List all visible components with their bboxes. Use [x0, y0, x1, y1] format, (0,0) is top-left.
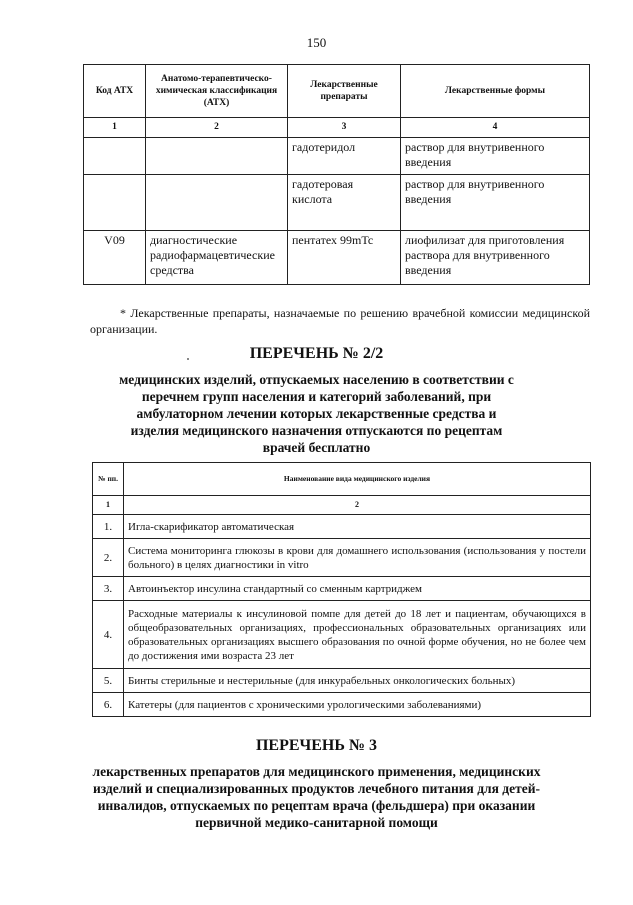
row-number: 5.: [93, 669, 124, 693]
row-number: 2.: [93, 539, 124, 577]
device-name: Игла-скарификатор автоматическая: [124, 515, 591, 539]
table-row: [93, 515, 591, 539]
footnote: * Лекарственные препараты, назначаемые по решению врачебной комиссии медицинской организации.: [90, 306, 590, 336]
atx-class: [146, 175, 288, 231]
drug-form: раствор для внутривенного введения: [401, 138, 590, 175]
col-number: 2: [146, 118, 288, 138]
column-number-row: [84, 118, 590, 138]
row-number: 1.: [93, 515, 124, 539]
col-number: 4: [401, 118, 590, 138]
device-name: Катетеры (для пациентов с хроническими урологическими заболеваниями): [124, 693, 591, 717]
device-name: Бинты стерильные и нестерильные (для инкурабельных онкологических больных): [124, 669, 591, 693]
medical-devices-table: [92, 462, 591, 717]
drug-name: пентатех 99mTc: [288, 231, 401, 285]
drug-name: гадотеровая кислота: [288, 175, 401, 231]
drug-form: лиофилизат для приготовления раствора для внутривенного введения: [401, 231, 590, 285]
atx-class: диагностические радиофармацевтические средства: [146, 231, 288, 285]
list-2-2-subtitle-text: медицинских изделий, отпускаемых населению в соответствии с перечнем групп населения и категорий заболеваний, при амбулаторном лечении которых лекарственные средства и изделия медицинского назначения отпускаются по рецептам врачей бесплатно: [119, 372, 514, 455]
list-2-2-subtitle: [0, 371, 633, 456]
device-name: Автоинъектор инсулина стандартный со сменным картриджем: [124, 577, 591, 601]
col-number: 3: [288, 118, 401, 138]
atx-class: [146, 138, 288, 175]
drug-form: раствор для внутривенного введения: [401, 175, 590, 231]
device-name: Расходные материалы к инсулиновой помпе для детей до 18 лет и пациентам, обучающихся в общеобразовательных организациях, профессиональных образовательных организациях или образовательных организациях высшего образования по очной форме обучения, но не более чем до достижения ими возраста 23 лет: [124, 601, 591, 669]
table-header-row: [93, 463, 591, 496]
table-row: [93, 577, 591, 601]
header-forms: Лекарственные формы: [401, 65, 590, 118]
row-number: 4.: [93, 601, 124, 669]
header-atx-class: Анатомо-терапевтическо-химическая классификация (АТХ): [146, 65, 288, 118]
table-row: [84, 231, 590, 285]
list-3-subtitle: [0, 763, 633, 831]
table-row: [93, 693, 591, 717]
list-3-title: ПЕРЕЧЕНЬ № 3: [255, 737, 378, 754]
list-3-subtitle-text: лекарственных препаратов для медицинского применения, медицинских изделий и специализированных продуктов лечебного питания для детей-инвалидов, отпускаемых по рецептам врача (фельдшера) при оказании первичной медико-санитарной помощи: [92, 764, 541, 830]
atx-table: [83, 64, 590, 285]
table-header-row: [84, 65, 590, 118]
atx-code: [84, 175, 146, 231]
header-device-name: Наименование вида медицинского изделия: [124, 463, 591, 496]
list-2-2-title: ПЕРЕЧЕНЬ № 2/2: [249, 345, 384, 362]
device-name: Система мониторинга глюкозы в крови для домашнего использования (использования у постели больного) в целях диагностики in vitro: [124, 539, 591, 577]
table-row: [93, 539, 591, 577]
table-row: [84, 138, 590, 175]
table-row: [93, 601, 591, 669]
row-number: 6.: [93, 693, 124, 717]
header-drugs: Лекарственные препараты: [288, 65, 401, 118]
drug-name: гадотеридол: [288, 138, 401, 175]
atx-code: [84, 138, 146, 175]
col-number: 2: [124, 496, 591, 515]
row-number: 3.: [93, 577, 124, 601]
col-number: 1: [93, 496, 124, 515]
atx-code: V09: [84, 231, 146, 285]
table-row: [93, 669, 591, 693]
header-number: № пп.: [93, 463, 124, 496]
header-atx-code: Код АТХ: [84, 65, 146, 118]
col-number: 1: [84, 118, 146, 138]
column-number-row: [93, 496, 591, 515]
page-number: 150: [306, 35, 327, 50]
table-row: [84, 175, 590, 231]
